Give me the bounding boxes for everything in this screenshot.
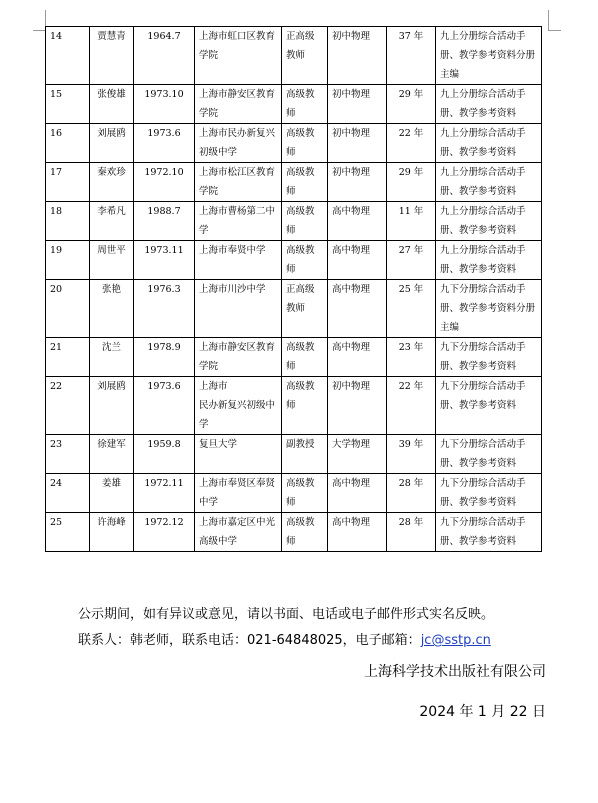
teaching-years-cell: 11 年 bbox=[387, 202, 436, 241]
teacher-name-cell: 李希凡 bbox=[90, 202, 134, 241]
row-number-cell: 17 bbox=[46, 163, 90, 202]
publish-date: 2024 年 1 月 22 日 bbox=[419, 704, 546, 720]
editorial-role-cell: 九下分册综合活动手册、教学参考资料分册主编 bbox=[436, 280, 542, 338]
teaching-years-cell: 29 年 bbox=[387, 85, 436, 124]
work-unit-cell: 复旦大学 bbox=[195, 435, 282, 474]
teaching-years-cell: 28 年 bbox=[387, 474, 436, 513]
teacher-name-cell: 周世平 bbox=[90, 241, 134, 280]
row-number-cell: 22 bbox=[46, 377, 90, 435]
notice-line-contact bbox=[78, 628, 494, 654]
editorial-role-cell: 九上分册综合活动手册、教学参考资料 bbox=[436, 163, 542, 202]
teaching-years-cell: 22 年 bbox=[387, 377, 436, 435]
birth-date-cell: 1988.7 bbox=[134, 202, 195, 241]
teacher-name-cell: 刘展鸥 bbox=[90, 377, 134, 435]
work-unit-cell: 上海市奉贤区奉贤中学 bbox=[195, 474, 282, 513]
teaching-years-cell: 29 年 bbox=[387, 163, 436, 202]
row-number-cell: 19 bbox=[46, 241, 90, 280]
table-row bbox=[46, 163, 542, 202]
staff-table-body bbox=[46, 27, 542, 552]
editorial-role-cell: 九上分册综合活动手册、教学参考资料 bbox=[436, 85, 542, 124]
teaching-years-cell: 27 年 bbox=[387, 241, 436, 280]
job-title-cell: 高级教师 bbox=[282, 241, 328, 280]
teacher-name-cell: 许海峰 bbox=[90, 513, 134, 552]
birth-date-cell: 1972.12 bbox=[134, 513, 195, 552]
subject-cell: 初中物理 bbox=[328, 85, 387, 124]
birth-date-cell: 1978.9 bbox=[134, 338, 195, 377]
teacher-name-cell: 姜雄 bbox=[90, 474, 134, 513]
publisher-name: 上海科学技术出版社有限公司 bbox=[364, 664, 546, 680]
staff-table bbox=[45, 26, 542, 552]
teacher-name-cell: 张艳 bbox=[90, 280, 134, 338]
birth-date-cell: 1976.3 bbox=[134, 280, 195, 338]
row-number-cell: 20 bbox=[46, 280, 90, 338]
table-row bbox=[46, 474, 542, 513]
teacher-name-cell: 张俊雄 bbox=[90, 85, 134, 124]
subject-cell: 大学物理 bbox=[328, 435, 387, 474]
job-title-cell: 高级教师 bbox=[282, 338, 328, 377]
work-unit-cell: 上海市虹口区教育学院 bbox=[195, 27, 282, 85]
teaching-years-cell: 25 年 bbox=[387, 280, 436, 338]
teaching-years-cell: 23 年 bbox=[387, 338, 436, 377]
job-title-cell: 高级教师 bbox=[282, 513, 328, 552]
birth-date-cell: 1973.6 bbox=[134, 124, 195, 163]
table-row bbox=[46, 124, 542, 163]
work-unit-cell: 上海市曹杨第二中学 bbox=[195, 202, 282, 241]
table-row bbox=[46, 202, 542, 241]
subject-cell: 初中物理 bbox=[328, 27, 387, 85]
table-row bbox=[46, 513, 542, 552]
row-number-cell: 23 bbox=[46, 435, 90, 474]
work-unit-cell: 上海市民办新复兴初级中学 bbox=[195, 124, 282, 163]
job-title-cell: 高级教师 bbox=[282, 474, 328, 513]
teaching-years-cell: 37 年 bbox=[387, 27, 436, 85]
birth-date-cell: 1964.7 bbox=[134, 27, 195, 85]
editorial-role-cell: 九下分册综合活动手册、教学参考资料 bbox=[436, 474, 542, 513]
table-row bbox=[46, 280, 542, 338]
teacher-name-cell: 贾慧青 bbox=[90, 27, 134, 85]
notice-line-objection: 公示期间，如有异议或意见，请以书面、电话或电子邮件形式实名反映。 bbox=[78, 607, 495, 622]
row-number-cell: 14 bbox=[46, 27, 90, 85]
row-number-cell: 24 bbox=[46, 474, 90, 513]
job-title-cell: 高级教师 bbox=[282, 377, 328, 435]
job-title-cell: 高级教师 bbox=[282, 124, 328, 163]
teacher-name-cell: 徐建军 bbox=[90, 435, 134, 474]
job-title-cell: 高级教师 bbox=[282, 163, 328, 202]
table-row bbox=[46, 435, 542, 474]
table-row bbox=[46, 241, 542, 280]
work-unit-cell: 上海市静安区教育学院 bbox=[195, 338, 282, 377]
row-number-cell: 16 bbox=[46, 124, 90, 163]
job-title-cell: 高级教师 bbox=[282, 202, 328, 241]
birth-date-cell: 1973.10 bbox=[134, 85, 195, 124]
job-title-cell: 副教授 bbox=[282, 435, 328, 474]
notice-block bbox=[78, 602, 494, 654]
birth-date-cell: 1972.10 bbox=[134, 163, 195, 202]
subject-cell: 高中物理 bbox=[328, 280, 387, 338]
work-unit-cell: 上海市嘉定区中光高级中学 bbox=[195, 513, 282, 552]
subject-cell: 初中物理 bbox=[328, 124, 387, 163]
teacher-name-cell: 刘展鸥 bbox=[90, 124, 134, 163]
row-number-cell: 21 bbox=[46, 338, 90, 377]
teacher-name-cell: 沈兰 bbox=[90, 338, 134, 377]
table-row bbox=[46, 338, 542, 377]
work-unit-cell: 上海市松江区教育学院 bbox=[195, 163, 282, 202]
subject-cell: 高中物理 bbox=[328, 338, 387, 377]
job-title-cell: 正高级教师 bbox=[282, 280, 328, 338]
table-row bbox=[46, 85, 542, 124]
crop-mark-right bbox=[548, 10, 561, 31]
subject-cell: 高中物理 bbox=[328, 202, 387, 241]
birth-date-cell: 1973.6 bbox=[134, 377, 195, 435]
job-title-cell: 高级教师 bbox=[282, 85, 328, 124]
editorial-role-cell: 九上分册综合活动手册、教学参考资料 bbox=[436, 202, 542, 241]
table-row bbox=[46, 377, 542, 435]
subject-cell: 初中物理 bbox=[328, 163, 387, 202]
job-title-cell: 正高级教师 bbox=[282, 27, 328, 85]
work-unit-cell: 上海市静安区教育学院 bbox=[195, 85, 282, 124]
email-link[interactable]: jc@sstp.cn bbox=[420, 633, 491, 648]
table-row bbox=[46, 27, 542, 85]
subject-cell: 高中物理 bbox=[328, 474, 387, 513]
row-number-cell: 15 bbox=[46, 85, 90, 124]
teacher-name-cell: 秦欢珍 bbox=[90, 163, 134, 202]
birth-date-cell: 1972.11 bbox=[134, 474, 195, 513]
work-unit-cell: 上海市川沙中学 bbox=[195, 280, 282, 338]
editorial-role-cell: 九上分册综合活动手册、教学参考资料 bbox=[436, 241, 542, 280]
editorial-role-cell: 九下分册综合活动手册、教学参考资料 bbox=[436, 338, 542, 377]
editorial-role-cell: 九下分册综合活动手册、教学参考资料 bbox=[436, 513, 542, 552]
editorial-role-cell: 九下分册综合活动手册、教学参考资料 bbox=[436, 435, 542, 474]
subject-cell: 初中物理 bbox=[328, 377, 387, 435]
editorial-role-cell: 九下分册综合活动手册、教学参考资料 bbox=[436, 377, 542, 435]
teaching-years-cell: 39 年 bbox=[387, 435, 436, 474]
subject-cell: 高中物理 bbox=[328, 513, 387, 552]
teaching-years-cell: 22 年 bbox=[387, 124, 436, 163]
subject-cell: 高中物理 bbox=[328, 241, 387, 280]
work-unit-cell: 上海市奉贤中学 bbox=[195, 241, 282, 280]
birth-date-cell: 1959.8 bbox=[134, 435, 195, 474]
editorial-role-cell: 九上分册综合活动手册、教学参考资料分册主编 bbox=[436, 27, 542, 85]
work-unit-cell: 上海市 民办新复兴初级中学 bbox=[195, 377, 282, 435]
birth-date-cell: 1973.11 bbox=[134, 241, 195, 280]
editorial-role-cell: 九上分册综合活动手册、教学参考资料 bbox=[436, 124, 542, 163]
row-number-cell: 25 bbox=[46, 513, 90, 552]
teaching-years-cell: 28 年 bbox=[387, 513, 436, 552]
contact-text: 联系人：韩老师，联系电话：021-64848025，电子邮箱： bbox=[78, 633, 421, 648]
row-number-cell: 18 bbox=[46, 202, 90, 241]
